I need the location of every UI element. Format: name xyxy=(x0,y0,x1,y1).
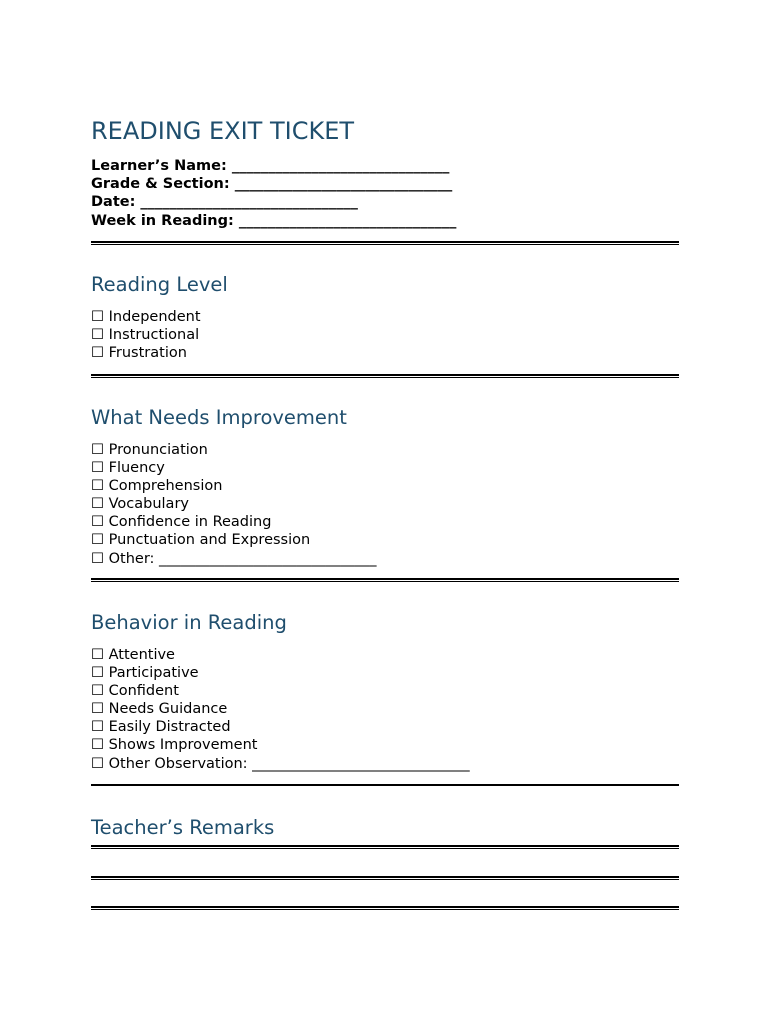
week-field[interactable]: Week in Reading: ______________________________ xyxy=(91,212,457,229)
checkbox-confidence[interactable]: ☐ Confidence in Reading xyxy=(91,514,272,531)
page-title: READING EXIT TICKET xyxy=(91,117,355,145)
reading-level-list xyxy=(91,308,201,362)
checkbox-needs-guidance[interactable]: ☐ Needs Guidance xyxy=(91,701,228,718)
checkbox-pronunciation[interactable]: ☐ Pronunciation xyxy=(91,442,208,458)
remarks-line[interactable] xyxy=(91,876,679,880)
behavior-list xyxy=(91,646,470,773)
checkbox-confident[interactable]: ☐ Confident xyxy=(91,683,179,700)
improvement-heading: What Needs Improvement xyxy=(91,406,347,429)
checkbox-independent[interactable]: ☐ Independent xyxy=(91,309,201,325)
remarks-line[interactable] xyxy=(91,845,679,849)
checkbox-fluency[interactable]: ☐ Fluency xyxy=(91,460,165,477)
checkbox-vocabulary[interactable]: ☐ Vocabulary xyxy=(91,496,189,513)
section-divider xyxy=(91,784,679,786)
checkbox-shows-improvement[interactable]: ☐ Shows Improvement xyxy=(91,737,258,754)
grade-section-field[interactable]: Grade & Section: ______________________________ xyxy=(91,176,453,193)
checkbox-comprehension[interactable]: ☐ Comprehension xyxy=(91,478,223,495)
checkbox-participative[interactable]: ☐ Participative xyxy=(91,665,199,682)
section-divider xyxy=(91,578,679,582)
remarks-heading: Teacher’s Remarks xyxy=(91,816,275,839)
checkbox-easily-distracted[interactable]: ☐ Easily Distracted xyxy=(91,719,231,736)
checkbox-attentive[interactable]: ☐ Attentive xyxy=(91,647,175,663)
date-field[interactable]: Date: ______________________________ xyxy=(91,194,358,211)
checkbox-other[interactable]: ☐ Other: ______________________________ xyxy=(91,550,377,567)
section-divider xyxy=(91,241,679,245)
improvement-list xyxy=(91,441,377,568)
checkbox-frustration[interactable]: ☐ Frustration xyxy=(91,345,187,362)
reading-level-heading: Reading Level xyxy=(91,273,228,296)
checkbox-instructional[interactable]: ☐ Instructional xyxy=(91,327,200,344)
section-divider xyxy=(91,374,679,378)
behavior-heading: Behavior in Reading xyxy=(91,611,287,634)
learner-info xyxy=(91,157,456,230)
learner-name-field[interactable]: Learner’s Name: ______________________________ xyxy=(91,158,450,174)
checkbox-other-observation[interactable]: ☐ Other Observation: ______________________________ xyxy=(91,755,470,772)
checkbox-punctuation[interactable]: ☐ Punctuation and Expression xyxy=(91,532,311,549)
remarks-line[interactable] xyxy=(91,906,679,910)
